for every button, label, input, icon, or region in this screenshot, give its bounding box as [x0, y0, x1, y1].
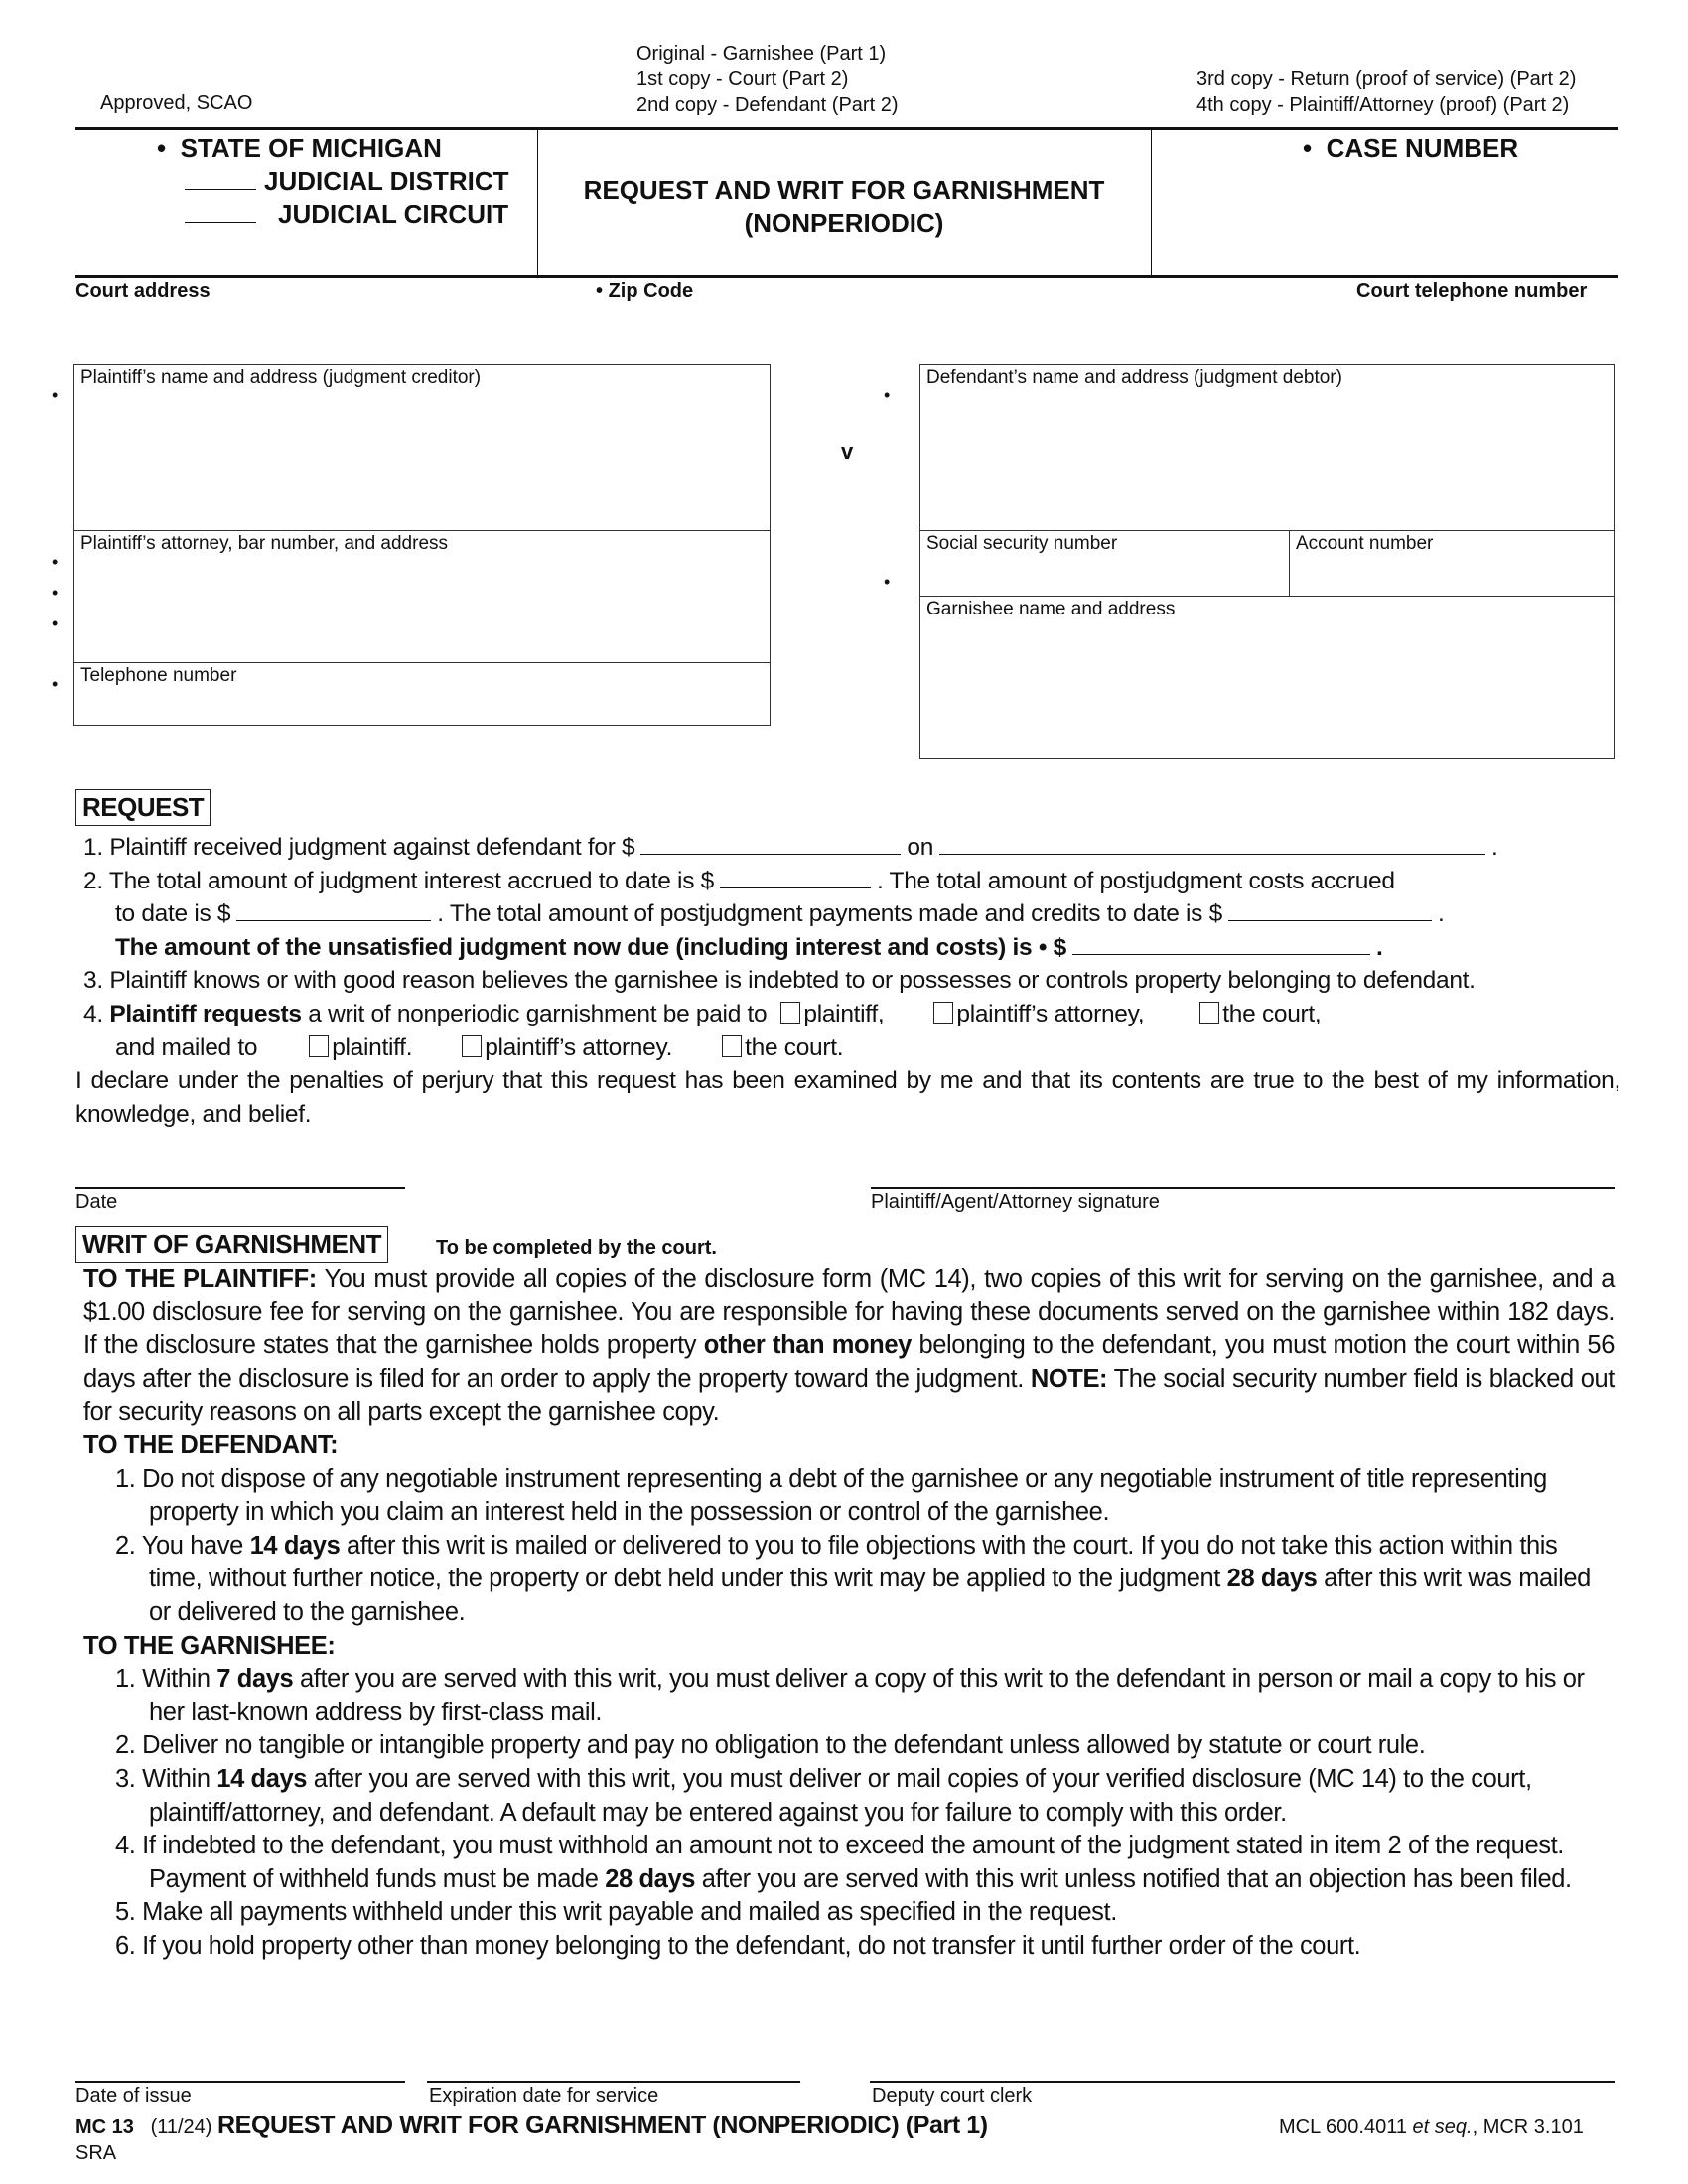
bullet: • — [52, 614, 59, 633]
versus: v — [841, 439, 854, 464]
zip-code-label: • Zip Code — [596, 280, 694, 302]
mailed-to-court-checkbox[interactable] — [722, 1035, 742, 1057]
state-of-michigan: • STATE OF MICHIGAN — [157, 133, 442, 163]
bullet: • — [52, 583, 59, 603]
plaintiff-box — [73, 364, 771, 726]
bullet: • — [884, 385, 891, 405]
signature-line[interactable] — [871, 1187, 1615, 1189]
defendant-box — [919, 364, 1615, 759]
divider — [75, 127, 1618, 130]
writ-section — [83, 1263, 1615, 1963]
judicial-circuit-field[interactable]: JUDICIAL CIRCUIT — [185, 200, 508, 230]
list-item: 1. Do not dispose of any negotiable instrument representing a debt of the garnishee or any negotiable instrument of title representing property in which you claim an interest held in the possession or control of the garnishee. — [115, 1464, 1547, 1527]
bullet: • — [884, 572, 891, 592]
date-of-issue-label: Date of issue — [75, 2085, 192, 2107]
copy-line: 1st copy - Court (Part 2) — [636, 68, 849, 90]
statute-reference: MCL 600.4011 et seq., MCR 3.101 — [1279, 2116, 1584, 2138]
sra: SRA — [75, 2142, 117, 2164]
defendant-name-field[interactable]: Defendant’s name and address (judgment debtor) — [926, 367, 1342, 388]
date-label: Date — [75, 1191, 118, 1213]
approved-scao: Approved, SCAO — [100, 92, 253, 114]
request-item-3: 3. Plaintiff knows or with good reason believes the garnishee is indebted to or possesses or controls property belonging to defendant. — [83, 967, 1476, 995]
signature-label: Plaintiff/Agent/Attorney signature — [871, 1191, 1160, 1213]
plaintiff-attorney-field[interactable]: Plaintiff’s attorney, bar number, and address — [74, 530, 770, 662]
judicial-district-field[interactable]: JUDICIAL DISTRICT — [185, 166, 509, 197]
paid-to-court-checkbox[interactable] — [1199, 1002, 1219, 1024]
costs-field[interactable] — [236, 899, 431, 921]
date-of-issue-line[interactable] — [75, 2081, 405, 2083]
court-address-label: Court address — [75, 280, 211, 302]
copy-line: 4th copy - Plaintiff/Attorney (proof) (Part 2) — [1196, 94, 1570, 116]
to-plaintiff: TO THE PLAINTIFF: You must provide all copies of the disclosure form (MC 14), two copies of this writ for serving on the garnishee, and a $1.00 disclosure fee for serving on the garnishee. You are responsible for having these documents served on the garnishee within 182 days. If the disclosure states that the garnishee holds property other than money belonging to the defendant, you must motion the court within 56 days after the disclosure is filed for an order to apply the property toward the judgment. NOTE: The social security number field is blacked out for security reasons on all parts except the garnishee copy. — [83, 1265, 1615, 1427]
form-title: REQUEST AND WRIT FOR GARNISHMENT (NONPERIODIC) — [583, 175, 1105, 238]
copy-distribution-middle — [636, 41, 898, 118]
plaintiff-name-field[interactable]: Plaintiff’s name and address (judgment creditor) — [80, 367, 482, 388]
form-id: MC 13 (11/24) REQUEST AND WRIT FOR GARNISHMENT (NONPERIODIC) (Part 1) — [75, 2112, 988, 2139]
expiration-line[interactable] — [427, 2081, 800, 2083]
list-item: 2. Deliver no tangible or intangible property and pay no obligation to the defendant unless allowed by statute or court rule. — [115, 1731, 1426, 1760]
date-line[interactable] — [75, 1187, 405, 1189]
writ-note: To be completed by the court. — [436, 1237, 717, 1259]
judgment-amount-field[interactable] — [640, 833, 901, 855]
divider — [1151, 129, 1152, 276]
payments-field[interactable] — [1228, 899, 1432, 921]
plaintiff-telephone-field[interactable]: Telephone number — [74, 662, 770, 725]
bullet: • — [52, 674, 59, 694]
list-item: 4. If indebted to the defendant, you must withhold an amount not to exceed the amount of the judgment stated in item 2 of the request. Payment of withheld funds must be made 28 days after you are served with this writ unless notified that an objection has been filed. — [115, 1832, 1572, 1893]
copy-line: Original - Garnishee (Part 1) — [636, 43, 887, 65]
clerk-line[interactable] — [870, 2081, 1615, 2083]
request-section: 1. Plaintiff received judgment against defendant for $ on . 2. The total amount of judgment interest accrued to date is $ . The total amount of postjudgment costs accrued to date is $ . The total amount of postjudgment payments made and credits to date is $ . The amount of the unsatisfied judgment now due (including interest and costs) is • $ . 3. Plaintiff knows or with good reason believes the garnishee is indebted to or possesses or controls property belonging to defendant. 4. Plaintiff requests a writ of nonperiodic garnishment be paid to plaintiff, plaintiff’s attorney, the court, and mailed to plaintiff. plaintiff’s attorney. the court. — [83, 831, 1620, 1064]
interest-field[interactable] — [720, 867, 871, 888]
account-number-field[interactable]: Account number — [1290, 530, 1614, 596]
copy-line: 2nd copy - Defendant (Part 2) — [636, 94, 899, 116]
list-item: 5. Make all payments withheld under this writ payable and mailed as specified in the request. — [115, 1898, 1117, 1927]
list-item: 3. Within 14 days after you are served with this writ, you must deliver or mail copies of your verified disclosure (MC 14) to the court, plaintiff/attorney, and defendant. A default may be entered against you for failure to comply with this order. — [115, 1764, 1532, 1827]
expiration-label: Expiration date for service — [429, 2085, 659, 2107]
court-telephone-label: Court telephone number — [1356, 280, 1588, 302]
case-number-field[interactable]: • CASE NUMBER — [1303, 133, 1519, 163]
paid-to-attorney-checkbox[interactable] — [933, 1002, 953, 1024]
ssn-field[interactable]: Social security number — [920, 530, 1290, 596]
judgment-date-field[interactable] — [939, 833, 1485, 855]
clerk-label: Deputy court clerk — [872, 2085, 1033, 2107]
mailed-to-attorney-checkbox[interactable] — [462, 1035, 482, 1057]
to-garnishee-heading: TO THE GARNISHEE: — [83, 1631, 336, 1660]
to-defendant-heading: TO THE DEFENDANT: — [83, 1431, 339, 1459]
list-item: 2. You have 14 days after this writ is mailed or delivered to you to file objections with the court. If you do not take this action within this time, without further notice, the property or debt held under this writ may be applied to the judgment 28 days after this writ was mailed or delivered to the garnishee. — [115, 1531, 1591, 1626]
list-item: 1. Within 7 days after you are served with this writ, you must deliver a copy of this writ to the defendant in person or mail a copy to his or her last-known address by first-class mail. — [115, 1665, 1585, 1726]
copy-line: 3rd copy - Return (proof of service) (Part 2) — [1196, 68, 1577, 90]
paid-to-plaintiff-checkbox[interactable] — [780, 1002, 800, 1024]
declaration: I declare under the penalties of perjury that this request has been examined by me and that its contents are true to the best of my information, knowledge, and belief. — [75, 1067, 1620, 1128]
copy-distribution-right — [1196, 67, 1576, 118]
mailed-to-plaintiff-checkbox[interactable] — [309, 1035, 329, 1057]
bullet: • — [52, 552, 59, 572]
garnishee-field[interactable]: Garnishee name and address — [920, 596, 1614, 758]
divider — [75, 275, 1618, 278]
bullet: • — [52, 385, 59, 405]
unsatisfied-amount-field[interactable] — [1072, 933, 1370, 955]
list-item: 6. If you hold property other than money belonging to the defendant, do not transfer it until further order of the court. — [115, 1931, 1361, 1960]
writ-heading: WRIT OF GARNISHMENT — [75, 1226, 388, 1263]
request-heading: REQUEST — [75, 789, 211, 826]
